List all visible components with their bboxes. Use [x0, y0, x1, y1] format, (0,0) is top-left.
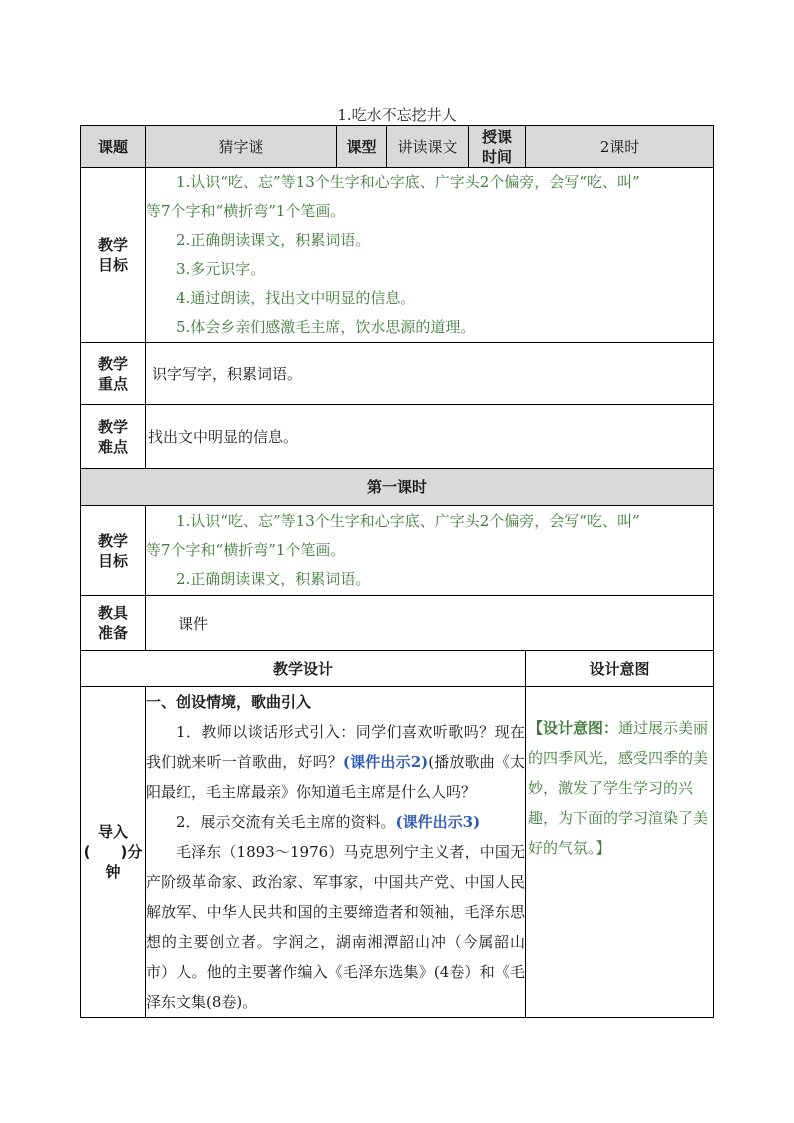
hours-label-line-1: 授课 — [481, 127, 512, 146]
intent-text: 通过展示美丽的四季风光，感受四季的美妙，激发了学生学习的兴趣，为下面的学习渲染了美好的气氛。】 — [528, 719, 709, 857]
goals-content — [146, 168, 714, 343]
goal-item: 1.认识“吃、忘”等13个生字和心字底、广字头2个偏旁，会写“吃、叫” — [176, 173, 640, 191]
difficulty-text: 找出文中明显的信息。 — [146, 405, 714, 469]
hours-value: 2课时 — [526, 126, 714, 168]
goals-label — [81, 168, 146, 343]
intro-label-line-2: ( )分 — [83, 843, 143, 861]
difficulty-label-line-1: 教学 — [97, 417, 128, 436]
goal-item: 等7个字和“横折弯”1个笔画。 — [146, 202, 346, 220]
lesson1-heading: 第一课时 — [81, 469, 714, 506]
topic-value: 猜字谜 — [146, 126, 337, 168]
tools-label-line-2: 准备 — [97, 624, 128, 642]
type-value: 讲读课文 — [387, 126, 469, 168]
goal-item: 2.正确朗读课文，积累词语。 — [176, 231, 371, 249]
focus-label — [81, 343, 146, 405]
lesson1-goals-label-line-1: 教学 — [97, 531, 128, 550]
goal-item: 3.多元识字。 — [176, 260, 266, 278]
tools-text: 课件 — [146, 596, 714, 651]
intro-label-line-3: 钟 — [105, 863, 121, 881]
tools-label — [81, 596, 146, 651]
design-column-header: 教学设计 — [81, 651, 526, 687]
goal-item: 5.体会乡亲们感激毛主席，饮水思源的道理。 — [176, 318, 476, 336]
design-paragraph-3: 毛泽东（1893～1976）马克思列宁主义者，中国无产阶级革命家、政治家、军事家，中国共产党、中国人民解放军、中华人民共和国的主要缔造者和领袖，毛泽东思想的主要创立者。字润之，湖南湘潭韶山冲（今属韶山市）人。他的主要著作编入《毛泽东选集》(4卷）和《毛泽东文集(8卷)。 — [146, 843, 525, 1011]
goals-label-line-2: 目标 — [97, 256, 128, 274]
paragraph-text: 2．展示交流有关毛主席的资料。 — [176, 813, 396, 831]
focus-label-line-1: 教学 — [97, 354, 128, 373]
type-label: 课型 — [337, 126, 387, 168]
paragraph-text: (播放歌曲《太阳最红，毛主席最亲》你知道毛主席是什么人吗？ — [146, 753, 525, 801]
tools-label-line-1: 教具 — [97, 604, 128, 622]
focus-label-line-2: 重点 — [97, 374, 128, 393]
focus-text: 识字写字，积累词语。 — [146, 343, 714, 405]
difficulty-label-line-2: 难点 — [97, 437, 128, 456]
design-paragraph-1 — [146, 717, 525, 807]
courseware-ref: (课件出示3) — [395, 813, 481, 831]
intent-column-header: 设计意图 — [526, 651, 714, 687]
intro-row-label — [81, 687, 146, 1018]
paragraph-text: 1．教师以谈话形式引入：同学们喜欢听歌吗？现在我们就来听一首歌曲，好吗？ — [146, 723, 525, 771]
topic-label: 课题 — [81, 126, 146, 168]
section-heading: 一、创设情境，歌曲引入 — [146, 693, 312, 711]
page-title: 1.吃水不忘挖井人 — [337, 106, 457, 124]
goals-label-line-1: 教学 — [97, 236, 128, 254]
design-paragraph-2 — [146, 807, 525, 837]
lesson-plan-table — [80, 125, 714, 1018]
difficulty-label — [81, 405, 146, 469]
hours-label — [469, 126, 526, 168]
lesson1-goals-content — [146, 506, 714, 596]
intent-tag: 【设计意图： — [528, 719, 619, 737]
lesson1-goal-item: 2.正确朗读课文，积累词语。 — [176, 570, 371, 588]
goal-item: 4.通过朗读，找出文中明显的信息。 — [176, 289, 416, 307]
lesson1-goal-item: 1.认识“吃、忘”等13个生字和心字底、广字头2个偏旁，会写“吃、叫” — [176, 512, 640, 530]
courseware-ref: (课件出示2) — [342, 753, 429, 771]
intro-label-line-1: 导入 — [97, 823, 128, 841]
lesson1-goals-label-line-2: 目标 — [97, 551, 128, 570]
lesson1-goal-item: 等7个字和“横折弯”1个笔画。 — [146, 541, 346, 559]
lesson1-goals-label — [81, 506, 146, 596]
hours-label-line-2: 时间 — [481, 147, 512, 166]
design-intent — [526, 687, 714, 1018]
intro-design-content — [146, 687, 526, 1018]
